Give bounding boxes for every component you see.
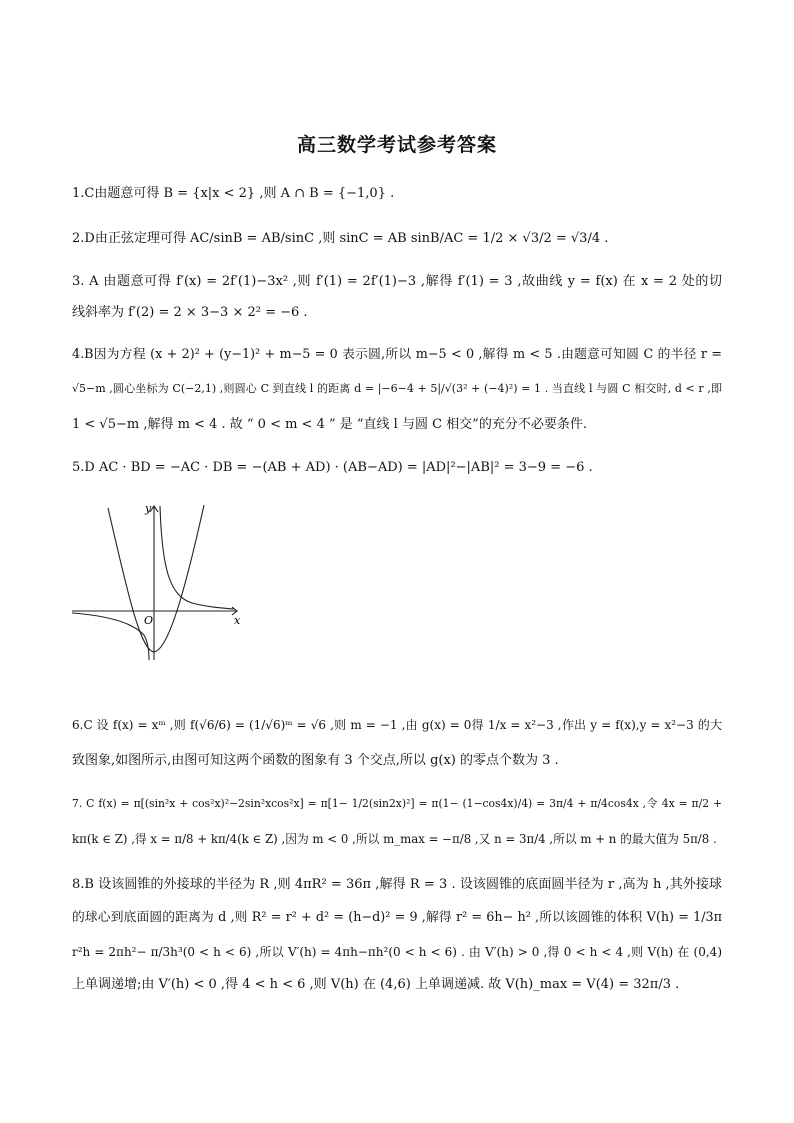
x-axis-label: x [234,614,241,627]
answer-8-line-1: 8.B 设该圆锥的外接球的半径为 R ,则 4πR² = 36π ,解得 R = 3 . 设该圆锥的底面圆半径为 r ,高为 h ,其外接球 [72,877,722,892]
answer-4-line-3: 1 < √5−m ,解得 m < 4 . 故 “ 0 < m < 4 ” 是 “直线 l 与圆 C 相交”的充分不必要条件. [72,417,587,432]
answer-3-line-2: 线斜率为 f′(2) = 2 × 3−3 × 2² = −6 . [72,305,308,320]
answer-4-line-1: 4.B因为方程 (x + 2)² + (y−1)² + m−5 = 0 表示圆,所以 m−5 < 0 ,解得 m < 5 .由题意可知圆 C 的半径 r = [72,347,722,362]
function-graph [72,500,242,665]
answer-7-line-1: 7. C f(x) = π[(sin²x + cos²x)²−2sin²xcos²x] = π[1− 1/2(sin2x)²] = π(1− (1−cos4x)/4) = 3π/4 + π/4cos4x ,令 4x = π/2 + [72,797,722,810]
origin-label: O [144,614,154,627]
answer-8-line-4: 上单调递增;由 V′(h) < 0 ,得 4 < h < 6 ,则 V(h) 在 (4,6) 上单调递减. 故 V(h)_max = V(4) = 32π/3 . [72,977,680,992]
page-title: 高三数学考试参考答案 [296,134,497,156]
answer-7-line-2: kπ(k ∈ Z) ,得 x = π/8 + kπ/4(k ∈ Z) ,因为 m < 0 ,所以 m_max = −π/8 ,又 n = 3π/4 ,所以 m + n 的最大值为 5π/8 . [72,832,717,846]
answer-6-line-1: 6.C 设 f(x) = xᵐ ,则 f(√6/6) = (1/√6)ᵐ = √6 ,则 m = −1 ,由 g(x) = 0得 1/x = x²−3 ,作出 y = f(x),y = x²−3 的大 [72,718,722,732]
answer-8-line-3: r²h = 2πh²− π/3h³(0 < h < 6) ,所以 V′(h) = 4πh−πh²(0 < h < 6) . 由 V′(h) > 0 ,得 0 < h < 4 ,则 V(h) 在 (0,4) [72,945,722,959]
answer-1: 1.C由题意可得 B = {x|x < 2} ,则 A ∩ B = {−1,0} . [72,186,395,201]
parabola-curve [108,505,204,652]
answer-8-line-2: 的球心到底面圆的距离为 d ,则 R² = r² + d² = (h−d)² = 9 ,解得 r² = 6h− h² ,所以该圆锥的体积 V(h) = 1/3π [72,910,722,925]
answer-5: 5.D AC · BD = −AC · DB = −(AB + AD) · (AB−AD) = |AD|²−|AB|² = 3−9 = −6 . [72,460,593,475]
hyperbola-left-branch [72,613,149,660]
hyperbola-right-branch [160,506,234,609]
answer-3-line-1: 3. A 由题意可得 f′(x) = 2f′(1)−3x² ,则 f′(1) = 2f′(1)−3 ,解得 f′(1) = 3 ,故曲线 y = f(x) 在 x = 2 处的切 [72,274,722,289]
answer-6-line-2: 致图象,如图所示,由图可知这两个函数的图象有 3 个交点,所以 g(x) 的零点个数为 3 . [72,753,559,768]
y-axis-label: y [145,502,152,515]
answer-4-line-2: √5−m ,圆心坐标为 C(−2,1) ,则圆心 C 到直线 l 的距离 d = |−6−4 + 5|/√(3² + (−4)²) = 1 . 当直线 l 与圆 C 相交时, d < r ,即 [72,382,722,395]
answer-2: 2.D由正弦定理可得 AC/sinB = AB/sinC ,则 sinC = AB sinB/AC = 1/2 × √3/2 = √3/4 . [72,231,609,246]
